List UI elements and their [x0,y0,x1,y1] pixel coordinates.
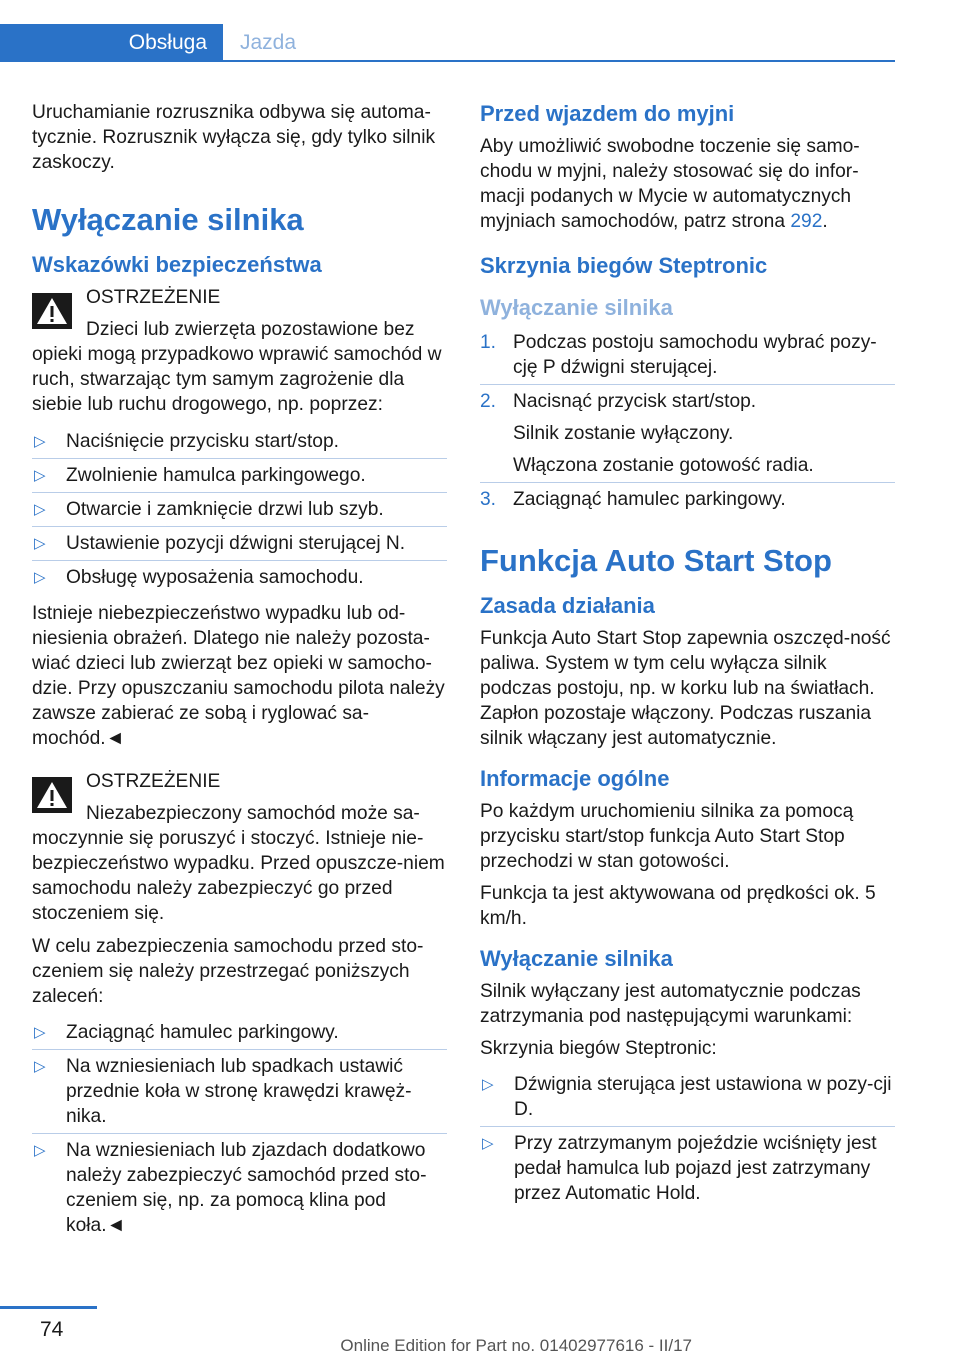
warning-triangle-icon [32,293,72,329]
left-column [32,100,447,1249]
subsection-general-info: Informacje ogólne [480,766,670,791]
list-item: ▷ Naciśnięcie przycisku start/stop. [32,425,447,458]
warning-text-content: Dzieci lub zwierzęta pozostawione bez opieki mogą przypadkowo wprawić samochód w ruch, stwarzając tym samym zagrożenie dla siebie lub ruchu drogowego, np. poprzez: [32,319,442,415]
list-item: ▷ Otwarcie i zamknięcie drzwi lub szyb. [32,492,447,526]
step-number: 2. [480,391,497,412]
warning-block-2 [32,769,447,926]
page-header [0,0,960,62]
step-subtext: Silnik zostanie wyłączony. [513,423,734,444]
page-reference-link[interactable]: 292 [790,211,823,232]
principle-paragraph: Funkcja Auto Start Stop zapewnia oszczęd-ność paliwa. System w tym celu wyłącza silnik podczas postoju, np. w korku lub na światłach. Zapłon pozostaje włączony. Podczas ruszania silnik włączany jest automatycznie. [480,628,891,749]
step-number: 3. [480,489,497,510]
step-number: 1. [480,332,497,353]
list-item: ▷ Na wzniesieniach lub zjazdach dodatkowo należy zabezpieczyć samochód przed sto-czeniem się, np. za pomocą klina pod koła.◄ [32,1133,447,1242]
tab-obsluga[interactable]: Obsługa [0,24,223,62]
tab-jazda[interactable]: Jazda [240,31,297,54]
list-item: ▷ Ustawienie pozycji dźwigni sterującej N. [32,526,447,560]
engine-off-subtitle: Skrzynia biegów Steptronic: [480,1038,717,1059]
warning-text-content: Niezabezpieczony samochód może sa-moczynnie się poruszyć i stoczyć. Istnieje nie-bezpieczeństwo wypadku. Przed opuszcze-niem samochodu należy zabezpieczyć go przed stoczeniem się. [32,803,445,924]
page-number: 74 [40,1318,64,1341]
step-text: Nacisnąć przycisk start/stop. [513,391,757,412]
section-title-engine-off: Wyłączanie silnika [32,202,304,237]
subsection-steptronic: Skrzynia biegów Steptronic [480,253,768,278]
subsection-engine-off-auto: Wyłączanie silnika [480,946,673,971]
engine-off-steps [480,326,895,516]
general-paragraph-2: Funkcja ta jest aktywowana od prędkości ok. 5 km/h. [480,883,876,929]
general-paragraph-1: Po każdym uruchomieniu silnika za pomocą przycisku start/stop funkcja Auto Start Stop przechodzi w stan gotowości. [480,801,854,872]
header-rule [223,60,895,62]
warning-text [32,801,447,926]
car-wash-paragraph [480,134,895,234]
subheading-engine-off: Wyłączanie silnika [480,295,673,320]
list-item [480,482,895,516]
right-column [480,100,895,1217]
warning-2-bullet-list [32,1016,447,1242]
warning-triangle-icon [32,777,72,813]
subsection-principle: Zasada działania [480,593,655,618]
warning-1-bullet-list [32,425,447,594]
list-item: ▷ Przy zatrzymanym pojeździe wciśnięty jest pedał hamulca lub pojazd jest zatrzymany przez Automatic Hold. [480,1126,895,1210]
list-item [480,384,895,482]
warning-1-conclusion: Istnieje niebezpieczeństwo wypadku lub od-niesienia obrażeń. Dlatego nie należy pozosta-wiać dzieci lub zwierząt bez opieki w samocho-dzie. Przy opuszczaniu samochodu pilota należy zawsze zabierać ze sobą i ryglować sa-mochód.◄ [32,603,445,749]
footer-rule [0,1306,97,1309]
subsection-safety-notes: Wskazówki bezpieczeństwa [32,252,322,277]
car-wash-text-end: . [822,211,828,232]
warning-2-instruction: W celu zabezpieczenia samochodu przed sto-czeniem się należy przestrzegać poniższych zaleceń: [32,936,424,1007]
list-item: ▷ Zaciągnąć hamulec parkingowy. [32,1016,447,1049]
list-item: ▷ Na wzniesieniach lub spadkach ustawić przednie koła w stronę krawędzi krawęż-nika. [32,1049,447,1133]
step-subtext: Włączona zostanie gotowość radia. [513,455,814,476]
subsection-car-wash: Przed wjazdem do myjni [480,101,735,126]
list-item [480,326,895,384]
intro-paragraph: Uruchamianie rozrusznika odbywa się automa-tycznie. Rozrusznik wyłącza się, gdy tylko silnik zaskoczy. [32,102,436,173]
step-text: Podczas postoju samochodu wybrać pozy-cję P dźwigni sterującej. [513,332,877,378]
engine-off-paragraph: Silnik wyłączany jest automatycznie podczas zatrzymania pod następującymi warunkami: [480,981,861,1027]
section-title-auto-start-stop: Funkcja Auto Start Stop [480,543,832,578]
list-item: ▷ Zwolnienie hamulca parkingowego. [32,458,447,492]
warning-title: OSTRZEŻENIE [86,771,221,792]
edition-note: Online Edition for Part no. 01402977616 - II/17 [340,1336,692,1355]
list-item: ▷ Obsługę wyposażenia samochodu. [32,560,447,594]
warning-title: OSTRZEŻENIE [86,287,221,308]
car-wash-text: Aby umożliwić swobodne toczenie się samo-chodu w myjni, należy stosować się do infor-macji podanych w Mycie w automatycznych myjniach samochodów, patrz strona [480,136,860,232]
step-text: Zaciągnąć hamulec parkingowy. [513,489,786,510]
engine-off-bullet-list [480,1068,895,1210]
warning-block-1 [32,285,447,417]
list-item: ▷ Dźwignia sterująca jest ustawiona w pozy-cji D. [480,1068,895,1126]
warning-text [32,317,447,417]
